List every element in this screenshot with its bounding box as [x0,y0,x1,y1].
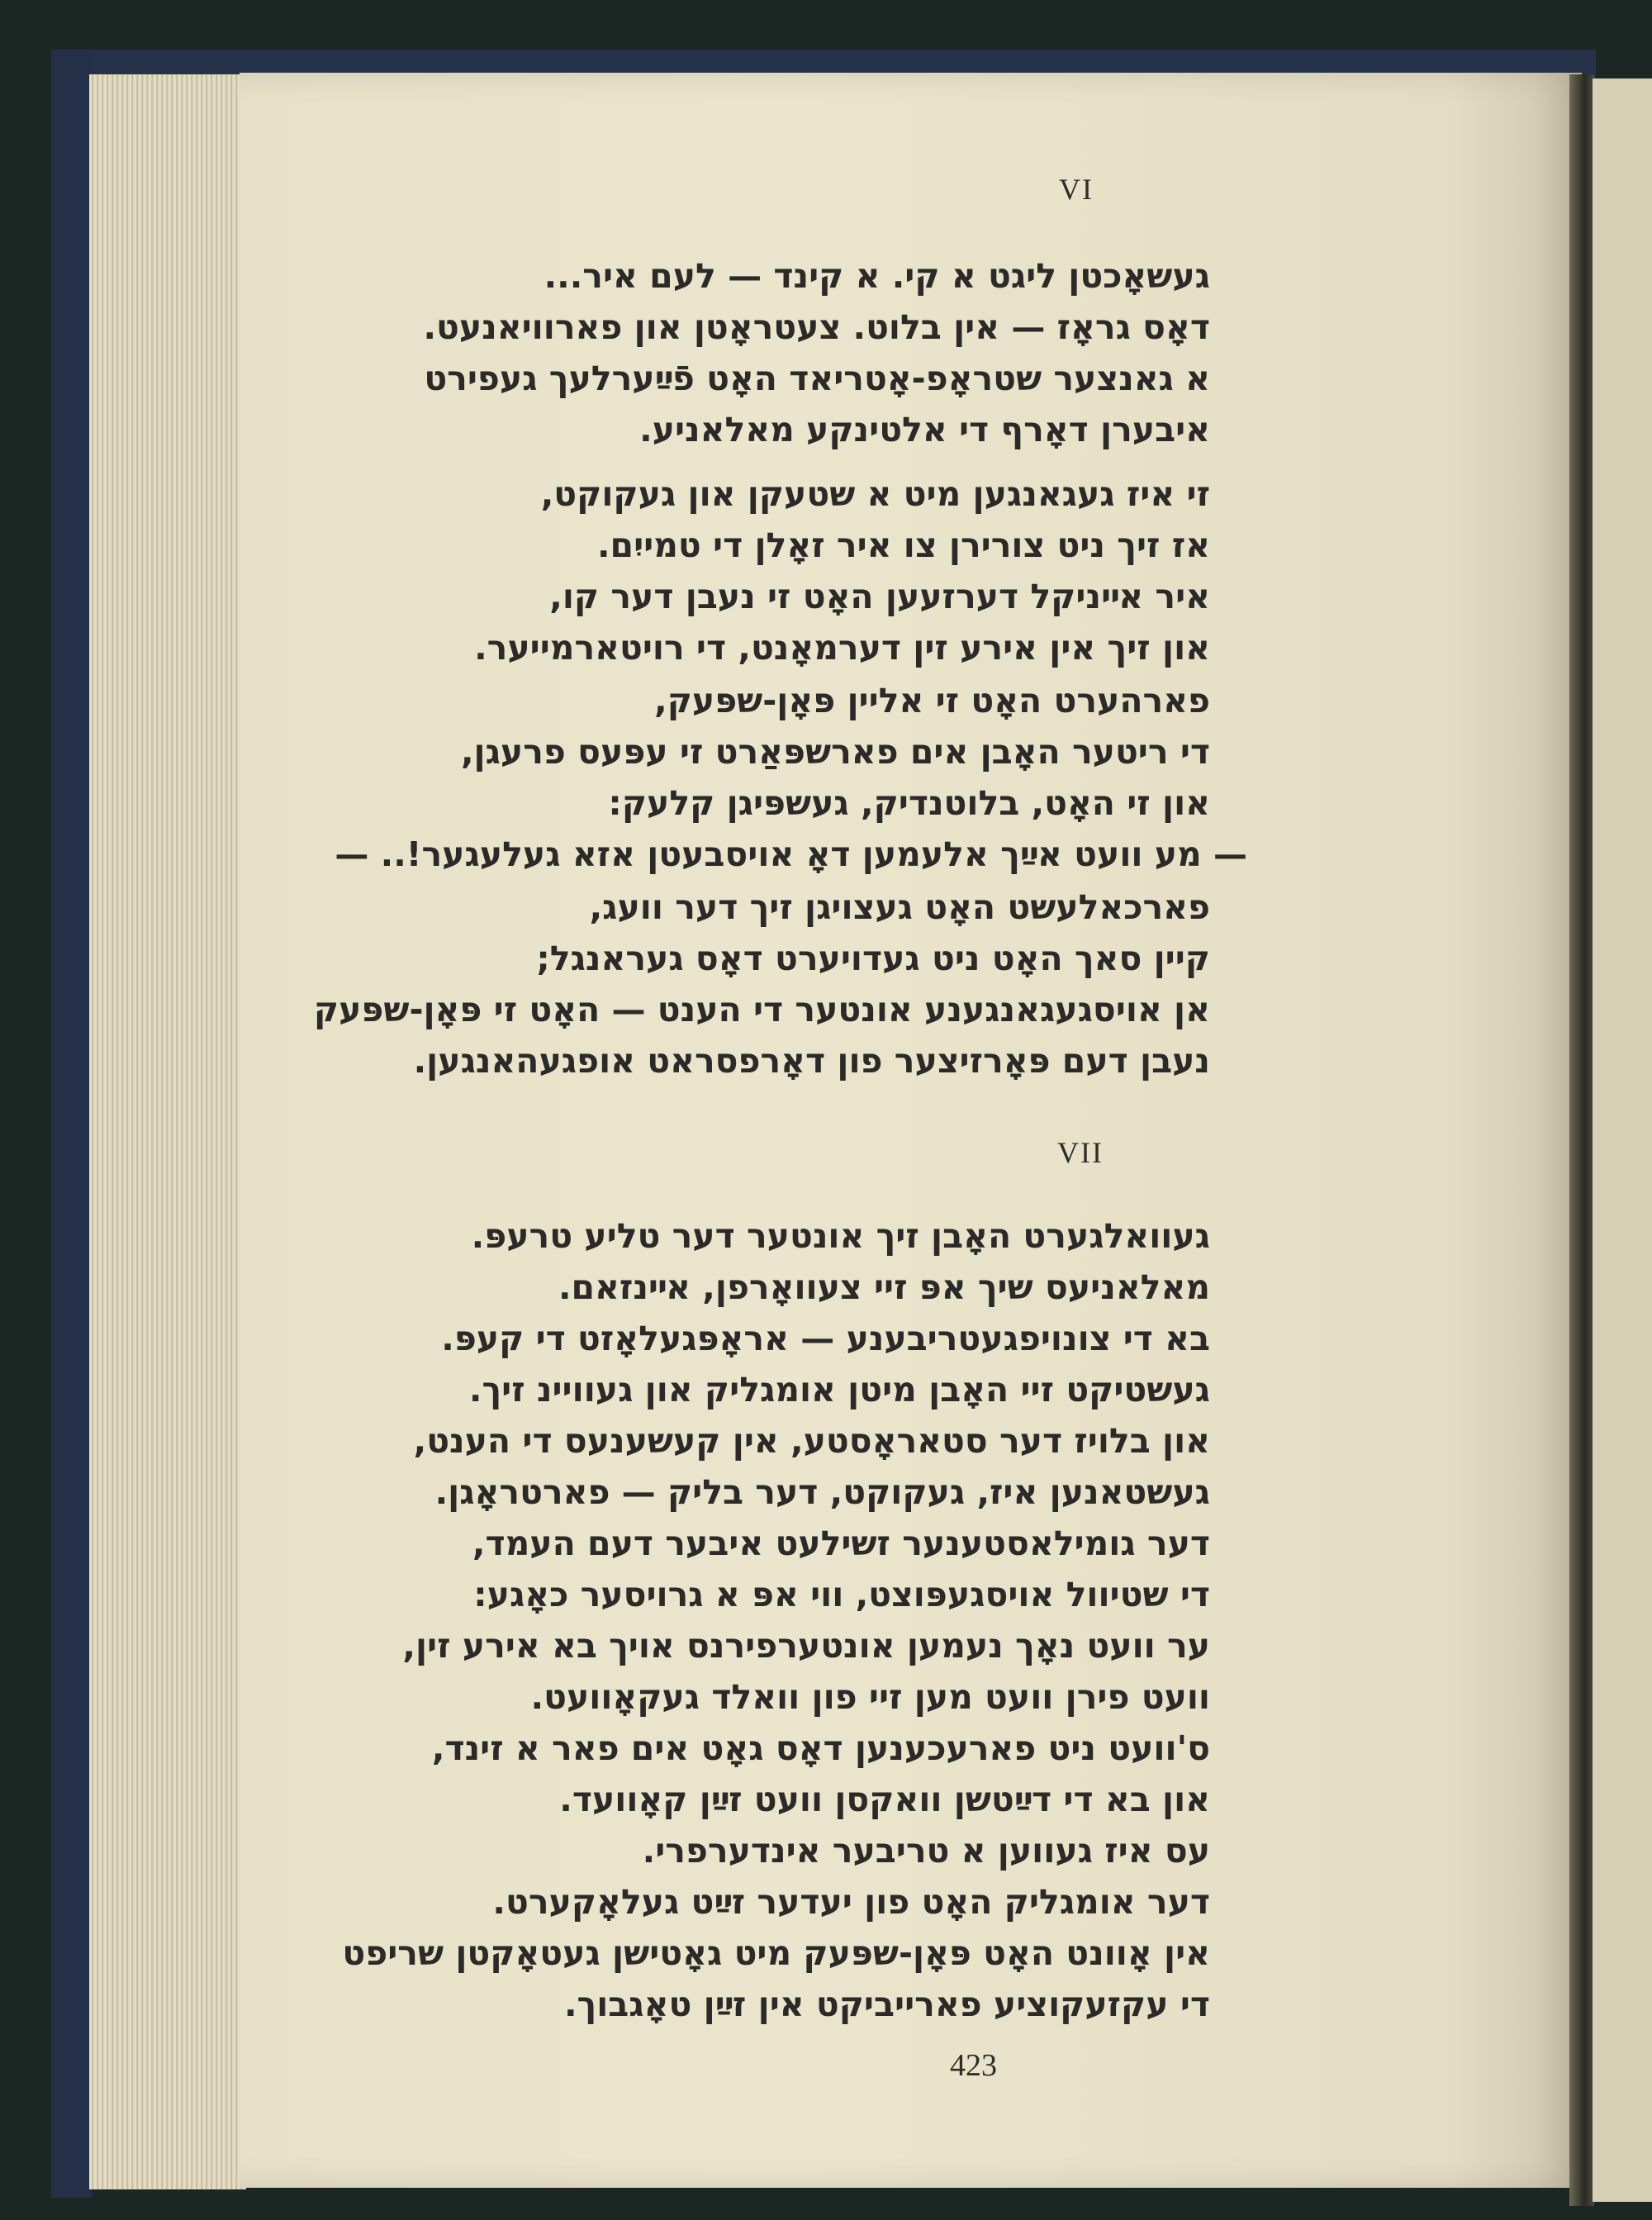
text-line: געשטיקט זיי האָבן מיטן אומגליק און געוויינ זיך. [468,1370,1210,1409]
text-line: זי איז געגאנגען מיט א שטעקן און געקוקט, [540,474,1210,514]
section-number-6: VI [1059,173,1094,206]
text-line: פארכאלעשט האָט געצויגן זיך דער וועג, [589,887,1210,927]
text-line: און זי האָט, בלוטנדיק, געשפּיגן קלעק: [608,783,1210,823]
text-line: די שטיוול אויסגעפּוצט, ווי אפּ א גרויסער כאָגע: [473,1575,1210,1614]
text-line: דער גומילאסטענער זשילעט איבער דעם העמד, [472,1524,1210,1563]
text-line: קיין סאך האָט ניט געדויערט דאָס געראנגל; [536,939,1210,978]
text-line: אן אויסגעגאנגענע אונטער די הענט — האָט זי פּאָן-שפּעק [313,990,1210,1029]
text-line: און בלויז דער סטאראָסטע, אין קעשענעס די הענט, [413,1421,1210,1461]
text-line: — מע וועט אײַך אלעמען דאָ אויסבעטן אזא געלעגער!.. — [335,834,1247,874]
section-number-7: VII [1057,1136,1104,1169]
text-line: געוואלגערט האָבן זיך אונטער דער טליע טרעפּ. [471,1216,1210,1256]
book-cover-left [51,50,93,2198]
page-edges [89,74,246,2189]
text-line: עס איז געווען א טריבער אינדערפרי. [642,1831,1210,1871]
text-line: די עקזעקוציע פארייביקט אין זײַן טאָגבוך. [563,1985,1210,2024]
text-line: ס'וועט ניט פארעכענען דאָס גאָט אים פאר א זינד, [431,1728,1210,1768]
next-page-edge [1593,78,1652,2202]
text-line: אין אָוונט האָט פּאָן-שפּעק מיט גאָטישן געטאָקטן שריפט [342,1933,1210,1973]
text-line: מאלאניעס שיך אפּ זיי צעוואָרפן, אײנזאם. [558,1267,1210,1307]
text-line: פארהערט האָט זי אליין פּאָן-שפּעק, [654,681,1210,720]
text-line: די ריטער האָבן אים פארשפּאַרט זי עפּעס פרעגן, [460,732,1210,772]
text-line: און בא די דײַטשן וואקסן וועט זײַן קאָוועד. [559,1780,1210,1819]
page-number: 423 [950,2048,997,2083]
text-line: איבערן דאָרף די אלטינקע מאלאניע. [639,410,1210,449]
text-line: בא די צונויפגעטריבענע — אראָפּגעלאָזט די קעפּ. [441,1319,1210,1358]
text-line: און זיך אין אירע זין דערמאָנט, די רויטארמייער. [474,628,1210,668]
text-line: ער וועט נאָך נעמען אונטערפירנס אויך בא אירע זין, [402,1626,1210,1666]
text-line: וועט פירן וועט מען זיי פון וואלד געקאָוועט. [530,1677,1210,1717]
text-line: איר אײניקל דערזעען האָט זי נעבן דער קו, [549,577,1210,616]
book-gutter [1569,74,1594,2206]
text-line: א גאנצער שטראָפ-אָטריאד האָט פֿײַערלעך געפירט [424,359,1210,398]
text-line: אז זיך ניט צורירן צו איר זאָלן די טמייִם. [596,525,1210,565]
text-line: דער אומגליק האָט פון יעדער זײַט געלאָקערט. [492,1882,1210,1922]
text-line: געשאָכטן ליגט א קי. א קינד — לעם איר... [544,256,1210,296]
text-line: נעבן דעם פּאָרזיצער פון דאָרפסראט אופגעהאנגען. [413,1041,1210,1081]
text-line: דאָס גראָז — אין בלוט. צעטראָטן און פארוויאנעט. [423,307,1210,347]
text-line: געשטאנען איז, געקוקט, דער בליק — פארטראָגן. [434,1472,1210,1512]
